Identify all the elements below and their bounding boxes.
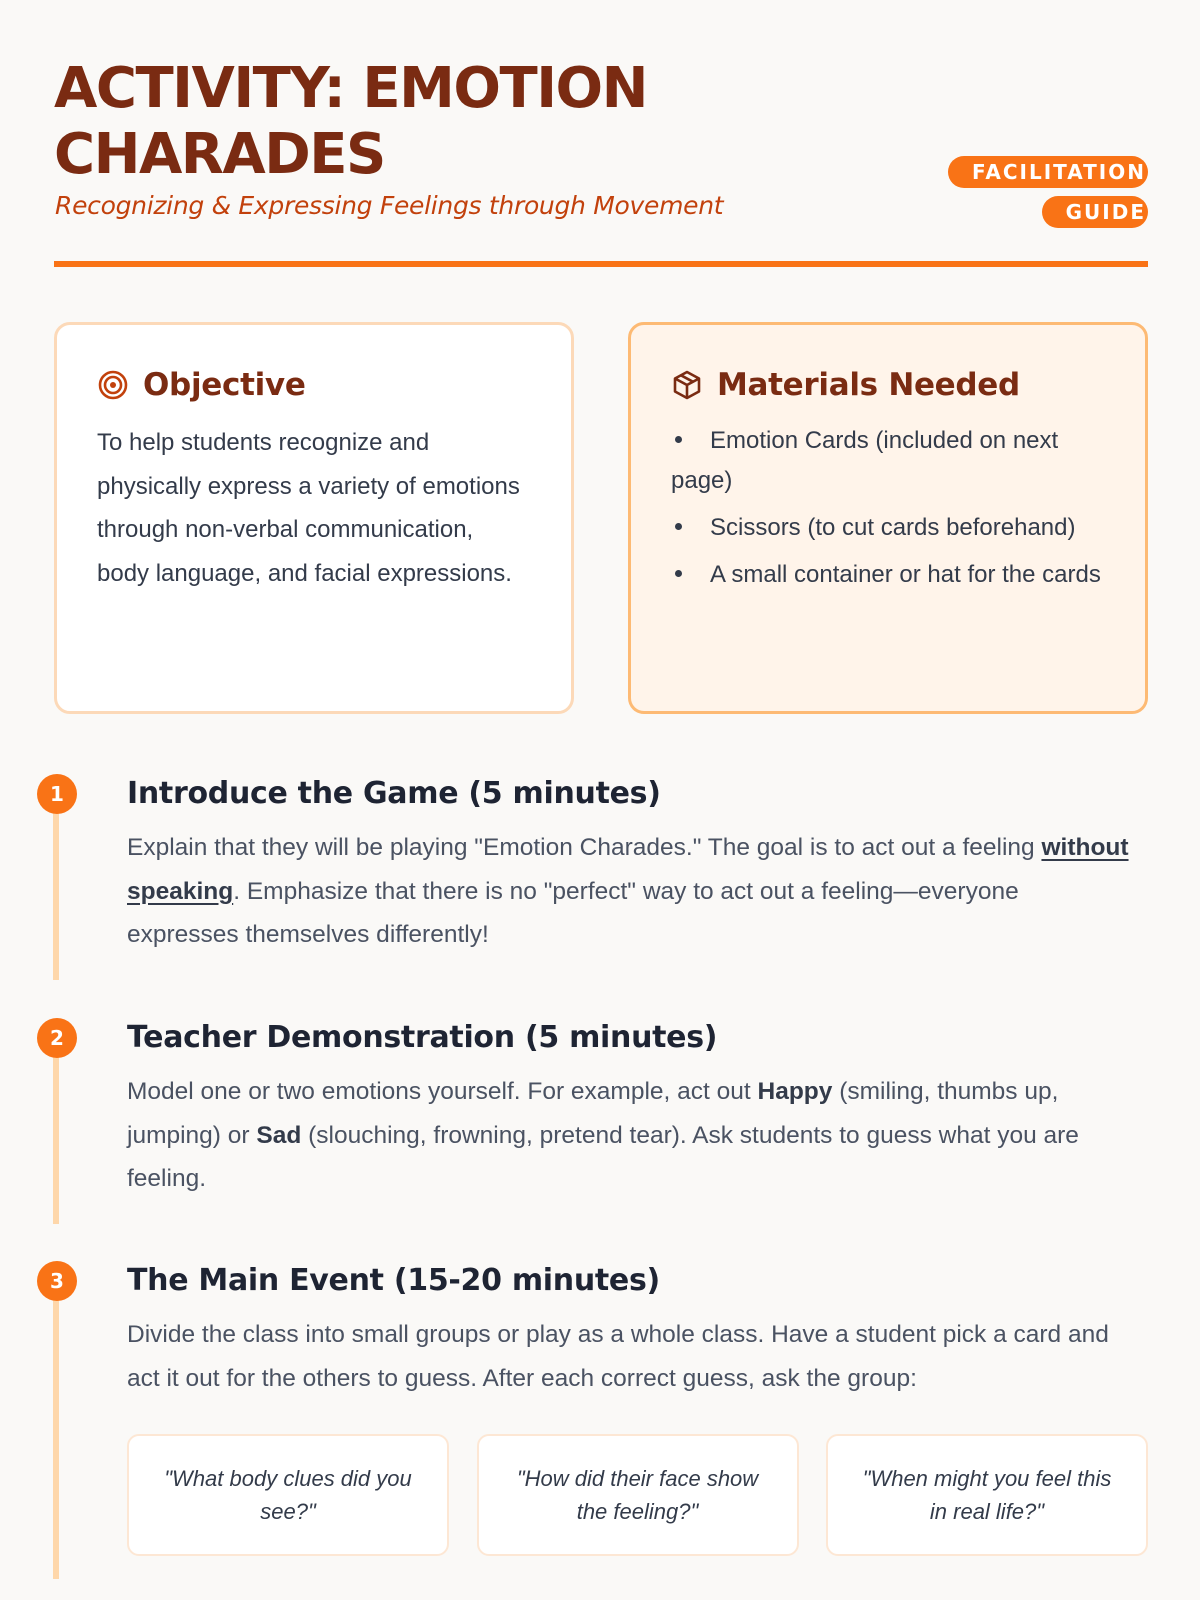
step-title: Introduce the Game (5 minutes) [127,776,661,811]
step-title: Teacher Demonstration (5 minutes) [127,1020,718,1055]
step-number-badge: 3 [37,1261,77,1301]
question-card: "When might you feel this in real life?" [826,1434,1148,1556]
step-description: Explain that they will be playing "Emotion Charades." The goal is to act out a feeling without speaking. Emphasize that there is no "perfect" way to act out a feeling—everyone expresses themselves differently! [127,834,1129,948]
timeline-line [53,792,59,980]
materials-title: Materials Needed [717,367,1020,403]
step-number-badge: 2 [37,1018,77,1058]
timeline-line [53,1036,59,1224]
objective-text: To help students recognize and physically express a variety of emotions through non-verbal communication, body language, and facial expressions. [97,429,520,587]
objective-card [54,322,574,714]
materials-item: Emotion Cards (included on next page) [671,427,1059,494]
emotion-sad: Sad [256,1121,302,1149]
timeline-line [53,1279,59,1579]
emphasis-text: without speaking [127,834,1129,905]
objective-header [97,367,531,403]
discussion-questions [127,1434,1148,1556]
target-icon [97,369,129,401]
question-card: "What body clues did you see?" [127,1434,449,1556]
step-description: Divide the class into small groups or play as a whole class. Have a student pick a card and act it out for the others to guess. After each correct guess, ask the group: [127,1321,1109,1392]
facilitation-guide-badge [938,152,1148,232]
bullet-icon [675,570,682,577]
materials-header [671,367,1105,403]
emotion-happy: Happy [757,1078,833,1105]
header-divider [54,261,1148,267]
materials-item: Scissors (to cut cards beforehand) [671,508,1105,548]
package-icon [671,369,703,401]
materials-card [628,322,1148,714]
materials-item: A small container or hat for the cards [671,555,1105,595]
bullet-icon [675,436,682,443]
materials-list [671,421,1105,595]
step-title: The Main Event (15-20 minutes) [127,1263,660,1298]
question-card: "How did their face show the feeling?" [477,1434,799,1556]
step-number-badge: 1 [37,774,77,814]
badge-label: FACILITATION GUIDE [948,156,1148,228]
bullet-icon [675,523,682,530]
objective-title: Objective [143,367,306,403]
page-title: ACTIVITY: EMOTION CHARADES [54,56,648,187]
step-description: Model one or two emotions yourself. For example, act out Happy (smiling, thumbs up, jumping) or Sad (slouching, frowning, pretend tear). Ask students to guess what you are feeling. [127,1078,1079,1192]
page-subtitle: Recognizing & Expressing Feelings through Movement [55,191,724,220]
